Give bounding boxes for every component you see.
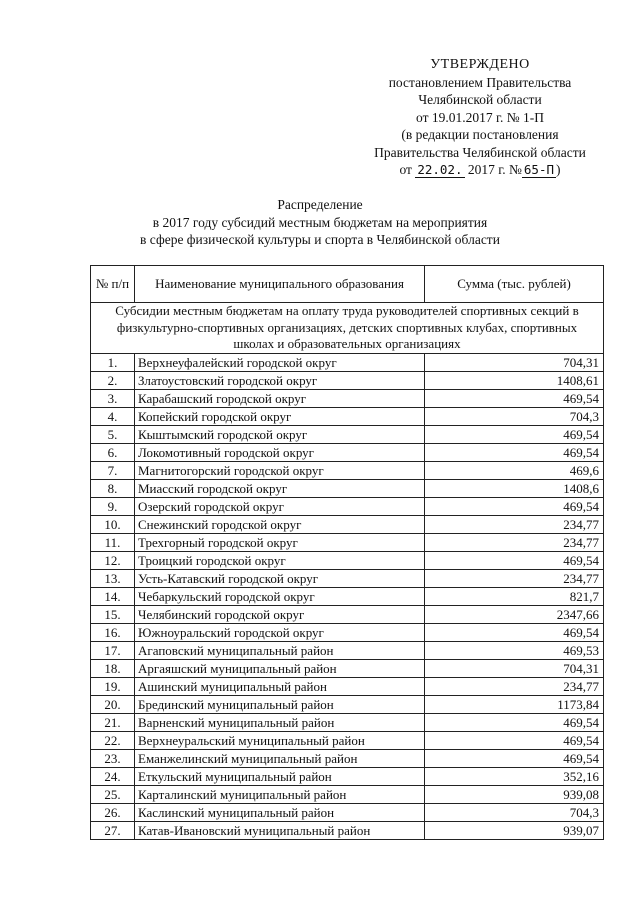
subsidy-amount: 352,16 [425, 768, 604, 786]
table-row [91, 390, 604, 408]
approval-block [330, 56, 630, 179]
header-name: Наименование муниципального образования [135, 266, 425, 303]
date-mid: 2017 г. № [467, 162, 522, 177]
row-number: 7. [91, 462, 135, 480]
row-number: 8. [91, 480, 135, 498]
table-row [91, 426, 604, 444]
title-line: Распределение [277, 197, 363, 212]
subsidy-amount: 234,77 [425, 516, 604, 534]
municipality-name: Карталинский муниципальный район [135, 786, 425, 804]
amendment-date-line [330, 161, 630, 179]
row-number: 24. [91, 768, 135, 786]
municipality-name: Снежинский городской округ [135, 516, 425, 534]
section-row [91, 303, 604, 354]
row-number: 22. [91, 732, 135, 750]
table-row [91, 372, 604, 390]
municipality-name: Усть-Катавский городской округ [135, 570, 425, 588]
municipality-name: Южноуральский городской округ [135, 624, 425, 642]
row-number: 27. [91, 822, 135, 840]
municipality-name: Кыштымский городской округ [135, 426, 425, 444]
subsidy-amount: 469,54 [425, 552, 604, 570]
municipality-name: Каслинский муниципальный район [135, 804, 425, 822]
subsidy-amount: 234,77 [425, 534, 604, 552]
municipality-name: Аргаяшский муниципальный район [135, 660, 425, 678]
subsidy-amount: 469,54 [425, 624, 604, 642]
subsidy-amount: 2347,66 [425, 606, 604, 624]
subsidy-amount: 704,31 [425, 660, 604, 678]
handwritten-number: 65-П [523, 162, 555, 177]
header-num: № п/п [91, 266, 135, 303]
subsidy-amount: 469,54 [425, 444, 604, 462]
row-number: 5. [91, 426, 135, 444]
title-line: в 2017 году субсидий местным бюджетам на мероприятия [152, 214, 488, 230]
header-sum: Сумма (тыс. рублей) [425, 266, 604, 303]
municipality-name: Троицкий городской округ [135, 552, 425, 570]
subsidy-amount: 469,54 [425, 498, 604, 516]
table-row [91, 354, 604, 372]
row-number: 2. [91, 372, 135, 390]
approval-heading: УТВЕРЖДЕНО [430, 57, 530, 72]
municipality-name: Катав-Ивановский муниципальный район [135, 822, 425, 840]
municipality-name: Брединский муниципальный район [135, 696, 425, 714]
subsidy-amount: 469,53 [425, 642, 604, 660]
subsidy-amount: 821,7 [425, 588, 604, 606]
table-row [91, 624, 604, 642]
table-row [91, 768, 604, 786]
subsidy-amount: 939,07 [425, 822, 604, 840]
subsidy-amount: 704,31 [425, 354, 604, 372]
title-line: в сфере физической культуры и спорта в Челябинской области [140, 232, 500, 247]
subsidy-amount: 469,6 [425, 462, 604, 480]
municipality-name: Чебаркульский городской округ [135, 588, 425, 606]
municipality-name: Локомотивный городской округ [135, 444, 425, 462]
row-number: 18. [91, 660, 135, 678]
table-row [91, 822, 604, 840]
subsidy-amount: 939,08 [425, 786, 604, 804]
municipality-name: Агаповский муниципальный район [135, 642, 425, 660]
row-number: 11. [91, 534, 135, 552]
approval-line: Правительства Челябинской области [374, 144, 586, 160]
subsidy-amount: 234,77 [425, 570, 604, 588]
municipality-name: Златоустовский городской округ [135, 372, 425, 390]
subsidy-amount: 1408,61 [425, 372, 604, 390]
table-row [91, 696, 604, 714]
row-number: 23. [91, 750, 135, 768]
table-row [91, 732, 604, 750]
row-number: 15. [91, 606, 135, 624]
approval-line: постановлением Правительства [388, 74, 572, 90]
subsidy-amount: 1408,6 [425, 480, 604, 498]
municipality-name: Верхнеуральский муниципальный район [135, 732, 425, 750]
municipality-name: Еманжелинский муниципальный район [135, 750, 425, 768]
table-row [91, 786, 604, 804]
row-number: 6. [91, 444, 135, 462]
municipality-name: Верхнеуфалейский городской округ [135, 354, 425, 372]
subsidy-amount: 469,54 [425, 390, 604, 408]
table-row [91, 408, 604, 426]
row-number: 14. [91, 588, 135, 606]
section-title: Субсидии местным бюджетам на оплату труда руководителей спортивных секций в физкультурно-спортивных организациях, детских спортивных клубах, спортивных школах и образовательных организациях [91, 303, 604, 354]
row-number: 10. [91, 516, 135, 534]
approval-line: Челябинской области [418, 92, 542, 107]
table-row [91, 498, 604, 516]
row-number: 17. [91, 642, 135, 660]
table-row [91, 714, 604, 732]
table-row [91, 660, 604, 678]
subsidy-amount: 1173,84 [425, 696, 604, 714]
table-row [91, 750, 604, 768]
date-prefix: от [399, 162, 412, 177]
row-number: 3. [91, 390, 135, 408]
table-row [91, 552, 604, 570]
municipality-name: Карабашский городской округ [135, 390, 425, 408]
document-title [0, 196, 640, 249]
handwritten-date: 22.02. [417, 162, 463, 177]
table-row [91, 642, 604, 660]
subsidy-amount: 469,54 [425, 750, 604, 768]
municipality-name: Трехгорный городской округ [135, 534, 425, 552]
municipality-name: Магнитогорский городской округ [135, 462, 425, 480]
approval-line: от 19.01.2017 г. № 1-П [416, 109, 544, 125]
subsidy-amount: 469,54 [425, 732, 604, 750]
table-row [91, 804, 604, 822]
subsidy-amount: 469,54 [425, 426, 604, 444]
row-number: 21. [91, 714, 135, 732]
date-suffix: ) [556, 162, 561, 177]
row-number: 9. [91, 498, 135, 516]
table-row [91, 444, 604, 462]
municipality-name: Ашинский муниципальный район [135, 678, 425, 696]
subsidy-amount: 704,3 [425, 408, 604, 426]
municipality-name: Миасский городской округ [135, 480, 425, 498]
row-number: 13. [91, 570, 135, 588]
table-header-row [91, 266, 604, 303]
municipality-name: Варненский муниципальный район [135, 714, 425, 732]
row-number: 12. [91, 552, 135, 570]
row-number: 1. [91, 354, 135, 372]
municipality-name: Еткульский муниципальный район [135, 768, 425, 786]
row-number: 4. [91, 408, 135, 426]
row-number: 26. [91, 804, 135, 822]
municipality-name: Челябинский городской округ [135, 606, 425, 624]
row-number: 20. [91, 696, 135, 714]
table-row [91, 678, 604, 696]
row-number: 16. [91, 624, 135, 642]
table-row [91, 462, 604, 480]
table-row [91, 516, 604, 534]
approval-line: (в редакции постановления [401, 127, 559, 142]
table-row [91, 606, 604, 624]
row-number: 19. [91, 678, 135, 696]
table-row [91, 480, 604, 498]
table-row [91, 534, 604, 552]
municipality-name: Озерский городской округ [135, 498, 425, 516]
subsidy-amount: 469,54 [425, 714, 604, 732]
subsidy-amount: 234,77 [425, 678, 604, 696]
row-number: 25. [91, 786, 135, 804]
municipality-name: Копейский городской округ [135, 408, 425, 426]
subsidy-amount: 704,3 [425, 804, 604, 822]
table-row [91, 588, 604, 606]
table-row [91, 570, 604, 588]
distribution-table [90, 265, 604, 840]
